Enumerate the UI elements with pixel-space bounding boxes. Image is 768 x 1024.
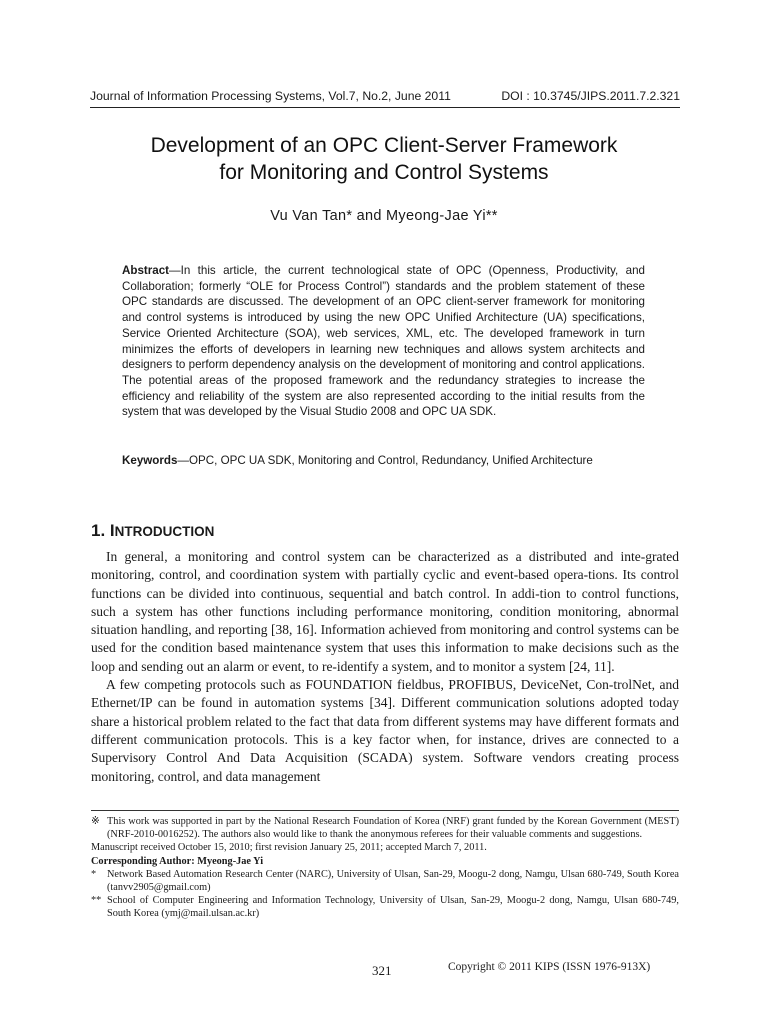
paper-title <box>80 132 688 186</box>
footnote-text: Network Based Automation Research Center (NARC), University of Ulsan, San-29, Moogu-2 dong, Namgu, Ulsan 680-749, South Korea (tanvv2905@gmail.com) <box>107 868 679 894</box>
footnote-text: This work was supported in part by the National Research Foundation of Korea (NRF) grant funded by the Korean Government (MEST) (NRF-2010-0016252). The authors also would like to thank the anonymous referees for their valuable comments and suggestions. <box>107 816 679 841</box>
introduction-body <box>91 548 679 786</box>
running-header <box>90 89 680 107</box>
paragraph: A few competing protocols such as FOUNDATION fieldbus, PROFIBUS, DeviceNet, Con-trolNet, and Ethernet/IP can be found in automation systems [34]. Different communication solutions adopted today share a historical problem related to the fact that data from different systems may have different formats and different communication protocols. This is a key factor when, for instance, drives are connected to a Supervisory Control And Data Acquisition (SCADA) system. Software vendors creating process monitoring, control, and data management <box>91 677 679 784</box>
footnote-mark: ※ <box>91 816 100 827</box>
authors: Vu Van Tan* and Myeong-Jae Yi** <box>270 208 498 224</box>
title-line-2: for Monitoring and Control Systems <box>219 161 549 184</box>
abstract <box>122 263 645 420</box>
keywords-text: OPC, OPC UA SDK, Monitoring and Control, Redundancy, Unified Architecture <box>189 454 593 467</box>
manuscript-dates: Manuscript received October 15, 2010; first revision January 25, 2011; accepted March 7, 2011. <box>91 842 487 854</box>
abstract-dash: — <box>169 264 181 277</box>
journal-citation: Journal of Information Processing Systems, Vol.7, No.2, June 2011 <box>90 89 451 103</box>
footnote-author-1 <box>91 868 679 894</box>
footnote-support <box>91 815 679 841</box>
section-heading-introduction <box>91 521 214 541</box>
page-number: 321 <box>372 963 392 978</box>
doi: DOI : 10.3745/JIPS.2011.7.2.321 <box>501 89 680 103</box>
footnote-mark: ** <box>91 895 102 907</box>
copyright: Copyright © 2011 KIPS (ISSN 1976-913X) <box>448 961 651 973</box>
abstract-label: Abstract <box>122 264 170 277</box>
keywords-dash: — <box>177 454 190 467</box>
keywords <box>122 453 645 469</box>
section-title-rest: NTRODUCTION <box>114 524 215 539</box>
footnote-text: School of Computer Engineering and Information Technology, University of Ulsan, San-29, Moogu-2 dong, Namgu, Ulsan 680-749, South Korea (ymj@mail.ulsan.ac.kr) <box>107 895 679 920</box>
abstract-text: In this article, the current technological state of OPC (Openness, Productivity, and Collaboration; formerly “OLE for Process Control”) standards and the problem statement of these OPC standards are discussed. The development of an OPC client-server framework for monitoring and control systems is introduced by using the new OPC Unified Architecture (UA) specifications, Service Oriented Architecture (SOA), web services, XML, etc. The developed framework in turn minimizes the efforts of developers in learning new techniques and allows system architects and designers to perform dependency analysis on the development of monitoring and control applications. The potential areas of the proposed framework and the redundancy strategies to increase the efficiency and reliability of the system are also represented according to the initial results from the system that was developed by the Visual Studio 2008 and OPC UA SDK. <box>122 264 645 419</box>
corresponding-author: Corresponding Author: Myeong-Jae Yi <box>91 855 264 867</box>
footnotes <box>91 815 679 921</box>
section-title-initial: I <box>109 521 115 540</box>
section-number: 1. <box>91 521 106 540</box>
footnote-author-2 <box>91 894 679 920</box>
title-line-1: Development of an OPC Client-Server Framework <box>150 134 618 157</box>
footnote-mark: * <box>91 868 97 880</box>
paragraph: In general, a monitoring and control system can be characterized as a distributed and inte-grated monitoring, control, and coordination system with partially cyclic and event-based opera-tions. Its control functions can be divided into continuous, sequential and batch control. In addi-tion to control functions, such a system has other functions including performance monitoring, condition monitoring, abnormal situation handling, and reporting [38, 16]. Information achieved from monitoring and control systems can be used for the condition based maintenance system that uses this information to make decisions such as the loop and sending out an alarm or event, to re-identify a system, and to monitor a system [24, 11]. <box>91 549 679 674</box>
keywords-label: Keywords <box>122 454 178 467</box>
footnote-rule <box>91 810 679 811</box>
header-rule <box>90 107 680 108</box>
